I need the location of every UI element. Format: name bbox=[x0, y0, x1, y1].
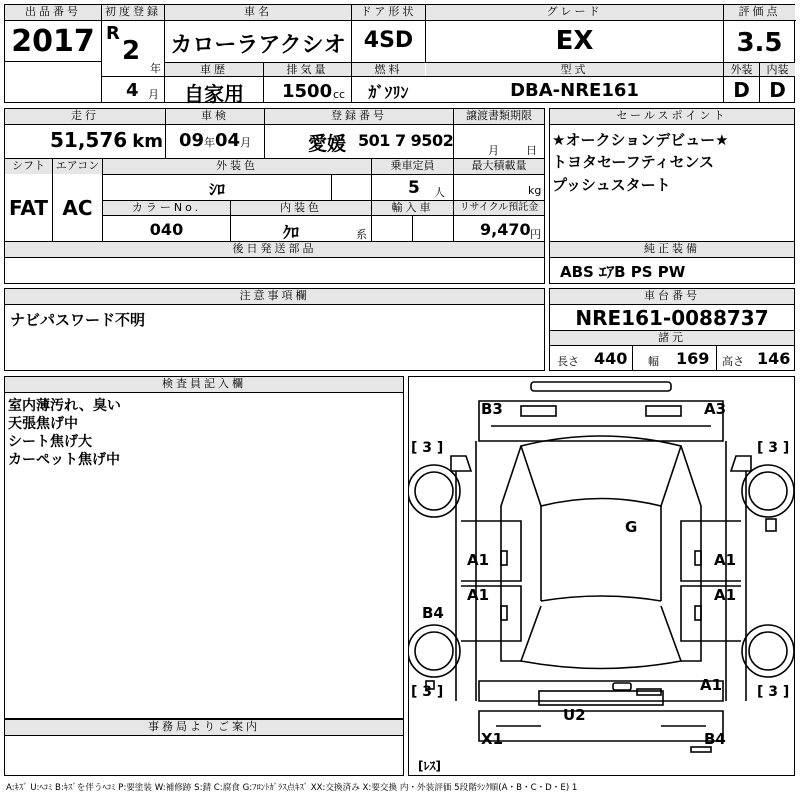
height-label: 高さ bbox=[722, 355, 744, 368]
car-name: カローラアクシオ bbox=[170, 33, 346, 58]
interior-grade: D bbox=[769, 78, 786, 102]
inspection-cell bbox=[166, 130, 264, 151]
chassis-label: 車台番号 bbox=[550, 289, 794, 304]
inspection-year: 09 bbox=[178, 130, 204, 151]
transfer-label: 譲渡書類期限 bbox=[454, 109, 544, 124]
import-label: 輸入車 bbox=[372, 201, 453, 215]
damage-label-b3: B3 bbox=[481, 400, 503, 418]
tire-mark-front-left: [ 3 ] bbox=[411, 440, 444, 456]
damage-label-a1-left-rear: A1 bbox=[467, 586, 490, 604]
length-label: 長さ bbox=[557, 355, 579, 368]
inspector-label: 検査員記入欄 bbox=[5, 377, 403, 392]
reg-month: 4 bbox=[126, 80, 139, 101]
recycle-fee: 9,470 bbox=[480, 220, 531, 239]
damage-diagram bbox=[408, 376, 795, 776]
width-label: 幅 bbox=[648, 355, 659, 368]
mileage-unit: km bbox=[132, 131, 163, 152]
office-label: 事務局よりご案内 bbox=[5, 720, 403, 735]
capacity-label: 乗車定員 bbox=[372, 159, 453, 174]
sales-point-3: プッシュスタート bbox=[552, 176, 671, 194]
plate-label: 登録番号 bbox=[265, 109, 453, 124]
plate-prefecture: 愛媛 bbox=[308, 133, 347, 155]
genuine-equipment-label: 純正装備 bbox=[550, 242, 794, 257]
sales-point-label: セールスポイント bbox=[550, 109, 794, 124]
history-label: 車歴 bbox=[165, 63, 263, 76]
inspector-note-4: カーペット焦げ中 bbox=[8, 452, 120, 468]
length: 440 bbox=[594, 349, 628, 368]
max-load-label: 最大積載量 bbox=[454, 159, 544, 174]
recycle-unit: 円 bbox=[530, 228, 541, 241]
model: DBA-NRE161 bbox=[510, 80, 639, 101]
displacement-label: 排気量 bbox=[264, 63, 351, 76]
damage-label-b4-left: B4 bbox=[422, 604, 444, 622]
genuine-equipment: ABS ｴｱB PS PW bbox=[560, 263, 686, 281]
height: 146 bbox=[757, 349, 791, 368]
shift-label: シフト bbox=[5, 159, 52, 174]
year-unit: 年 bbox=[150, 62, 161, 75]
color-number: 040 bbox=[149, 220, 184, 239]
displacement-unit: cc bbox=[333, 88, 346, 101]
chassis-number: NRE161-0088737 bbox=[575, 306, 769, 330]
transfer-day-unit: 日 bbox=[526, 144, 537, 157]
grade: EX bbox=[555, 26, 594, 56]
damage-label-u2: U2 bbox=[563, 706, 586, 724]
damage-label-a1-right-front: A1 bbox=[714, 551, 737, 569]
mileage-cell bbox=[5, 128, 163, 152]
damage-label-a1-left-front: A1 bbox=[467, 551, 490, 569]
inspection-month-unit: 月 bbox=[240, 136, 252, 149]
first-reg-label: 初度登録 bbox=[102, 5, 164, 20]
sales-point-1: ★オークションデビュー★ bbox=[552, 131, 729, 149]
dims-label: 諸元 bbox=[550, 331, 794, 345]
inspector-note-3: シート焦げ大 bbox=[8, 434, 92, 450]
damage-legend: A:ｷｽﾞ U:ﾍｺﾐ B:ｷｽﾞを伴うﾍｺﾐ P:要塗装 W:補修跡 S:錆 C:腐食 G:ﾌﾛﾝﾄｶﾞﾗｽ点ｷｽﾞ XX:交換済み X:要交換 内・外装評価 5段階ﾗﾝｸ順(A・B・C・D・E) 1 bbox=[6, 783, 578, 793]
sales-point-2: トヨタセーフティセンス bbox=[552, 153, 715, 171]
ac-label: エアコン bbox=[53, 159, 102, 174]
lot-number: 2017 bbox=[11, 24, 95, 59]
inspector-note-1: 室内薄汚れ、臭い bbox=[8, 398, 121, 414]
model-label: 型式 bbox=[426, 63, 723, 76]
car-name-label: 車名 bbox=[165, 5, 351, 20]
capacity: 5 bbox=[408, 178, 420, 198]
history: 自家用 bbox=[184, 82, 244, 106]
spare-tire-mark: [ﾚｽ] bbox=[418, 759, 441, 773]
exterior-color: ｼﾛ bbox=[208, 180, 225, 199]
notes-text: ナビパスワード不明 bbox=[10, 311, 146, 329]
lot-number-label: 出品番号 bbox=[5, 5, 101, 20]
damage-label-x1: X1 bbox=[481, 730, 504, 748]
interior-color-unit: 系 bbox=[356, 228, 367, 241]
interior-color: ｸﾛ bbox=[282, 223, 299, 242]
door-type: 4SD bbox=[363, 28, 414, 53]
score: 3.5 bbox=[736, 28, 783, 58]
damage-label-a1-rear-right: A1 bbox=[700, 676, 723, 694]
transfer-month-unit: 月 bbox=[488, 144, 499, 157]
score-label: 評価点 bbox=[724, 5, 795, 20]
reg-year: 2 bbox=[122, 36, 141, 66]
inspector-note-2: 天張焦げ中 bbox=[8, 416, 78, 432]
interior-color-label: 内装色 bbox=[231, 201, 371, 215]
fuel: ｶﾞｿﾘﾝ bbox=[368, 83, 409, 102]
exterior-color-label: 外装色 bbox=[103, 159, 371, 174]
exterior-label: 外装 bbox=[724, 63, 759, 76]
color-no-label: カラーNo. bbox=[103, 201, 230, 215]
exterior-grade: D bbox=[733, 78, 750, 102]
mileage: 51,576 bbox=[49, 128, 128, 152]
damage-label-g: G bbox=[625, 518, 638, 536]
mileage-label: 走行 bbox=[5, 109, 165, 124]
tire-mark-rear-left: [ 3 ] bbox=[411, 684, 444, 700]
recycle-label: リサイクル預託金 bbox=[454, 201, 544, 215]
tire-mark-rear-right: [ 3 ] bbox=[757, 684, 790, 700]
month-unit: 月 bbox=[148, 88, 159, 101]
damage-label-b4-rear: B4 bbox=[704, 730, 726, 748]
fuel-label: 燃料 bbox=[352, 63, 425, 76]
inspection-label: 車検 bbox=[166, 109, 264, 124]
inspection-month: 04 bbox=[215, 130, 241, 151]
damage-label-a3: A3 bbox=[704, 400, 727, 418]
car-outline-svg bbox=[409, 377, 794, 775]
era: R bbox=[106, 23, 120, 44]
interior-label: 内装 bbox=[760, 63, 795, 76]
later-parts-label: 後日発送部品 bbox=[5, 242, 544, 257]
plate-number: 501 7 9502 bbox=[358, 131, 454, 150]
displacement: 1500 bbox=[282, 81, 333, 102]
tire-mark-front-right: [ 3 ] bbox=[757, 440, 790, 456]
shift: FAT bbox=[9, 196, 48, 220]
door-label: ドア形状 bbox=[352, 5, 425, 20]
notes-label: 注意事項欄 bbox=[5, 289, 544, 304]
damage-label-a1-right-rear: A1 bbox=[714, 586, 737, 604]
inspection-year-unit: 年 bbox=[204, 136, 215, 149]
ac: AC bbox=[62, 196, 93, 220]
grade-label: グレード bbox=[426, 5, 723, 20]
max-load-unit: kg bbox=[528, 184, 542, 197]
capacity-unit: 人 bbox=[434, 186, 445, 199]
width: 169 bbox=[676, 349, 710, 368]
